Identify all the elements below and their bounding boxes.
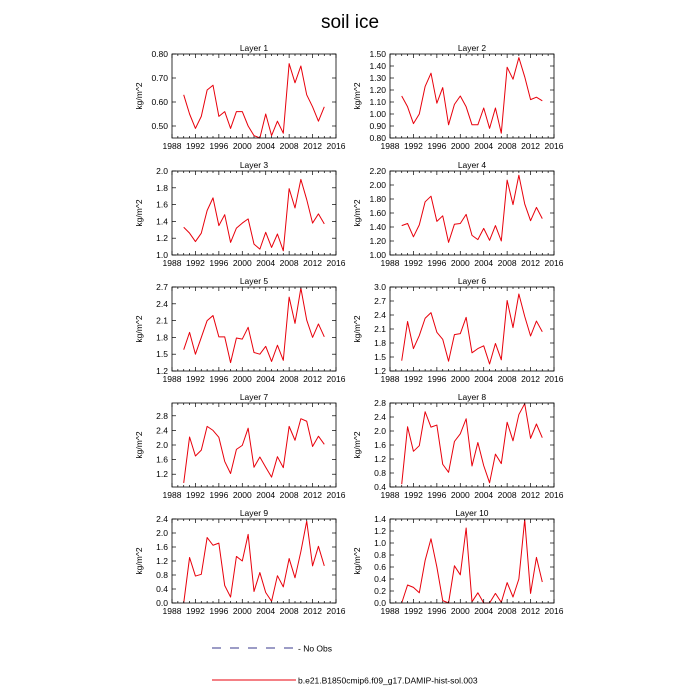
y-tick-label-1.8-layer-3: 1.8 — [156, 182, 168, 193]
panel-title-layer-8: Layer 8 — [457, 392, 487, 402]
y-tick-label-1.30-layer-2: 1.30 — [369, 73, 386, 83]
x-tick-label-2004-layer-4: 2004 — [474, 258, 494, 268]
x-tick-label-1988-layer-3: 1988 — [162, 258, 182, 268]
y-tick-label-0.4-layer-9: 0.4 — [156, 584, 168, 594]
x-tick-label-1996-layer-4: 1996 — [427, 258, 447, 268]
figure-title: soil ice — [320, 12, 380, 33]
y-tick-label-0.60-layer-1: 0.60 — [151, 97, 168, 107]
x-tick-label-2012-layer-8: 2012 — [521, 490, 541, 500]
y-axis-label-layer-7: kg/m^2 — [134, 431, 144, 459]
y-tick-label-1.40-layer-2: 1.40 — [369, 61, 386, 71]
y-tick-label-0.0-layer-9: 0.0 — [156, 598, 168, 608]
x-tick-label-2012-layer-3: 2012 — [303, 258, 323, 268]
x-tick-label-2016-layer-1: 2016 — [326, 141, 346, 151]
x-tick-label-2016-layer-10: 2016 — [544, 606, 564, 616]
legend-obs-text: No Obs — [303, 643, 333, 654]
y-tick-label-0.80-layer-1: 0.80 — [151, 49, 168, 59]
y-axis-label-layer-10: kg/m^2 — [352, 547, 362, 575]
x-tick-label-2000-layer-9: 2000 — [232, 606, 252, 616]
y-tick-label-0.8-layer-8: 0.8 — [374, 468, 386, 478]
y-tick-label-2.7-layer-5: 2.7 — [156, 282, 168, 292]
y-axis-label-layer-4: kg/m^2 — [352, 199, 362, 227]
legend-model-label: b.e21.B1850cmip6.f09_g17.DAMIP-hist-sol.003 — [298, 675, 478, 686]
x-tick-label-1992-layer-8: 1992 — [403, 490, 423, 500]
y-tick-label-1.10-layer-2: 1.10 — [369, 97, 386, 107]
y-tick-label-1.6-layer-3: 1.6 — [156, 199, 168, 210]
y-tick-label-2.7-layer-6: 2.7 — [374, 296, 386, 306]
y-tick-label-1.50-layer-2: 1.50 — [369, 49, 386, 59]
x-tick-label-2016-layer-5: 2016 — [326, 374, 346, 384]
x-tick-label-2000-layer-7: 2000 — [232, 490, 252, 500]
y-tick-label-1.80-layer-4: 1.80 — [369, 194, 386, 204]
x-tick-label-2000-layer-3: 2000 — [232, 258, 252, 268]
x-tick-label-2008-layer-1: 2008 — [279, 141, 299, 151]
y-tick-label-1.6-layer-9: 1.6 — [156, 542, 168, 552]
x-tick-label-2012-layer-10: 2012 — [521, 606, 541, 616]
y-tick-label-0.90-layer-2: 0.90 — [369, 121, 386, 131]
x-tick-label-2012-layer-9: 2012 — [303, 606, 323, 616]
y-tick-label-1.0-layer-10: 1.0 — [374, 538, 386, 548]
panel-title-layer-5: Layer 5 — [239, 276, 269, 286]
x-tick-label-1992-layer-10: 1992 — [403, 606, 423, 616]
x-tick-label-1992-layer-5: 1992 — [185, 374, 205, 384]
y-tick-label-1.4-layer-3: 1.4 — [156, 216, 168, 227]
y-tick-label-0.6-layer-10: 0.6 — [374, 562, 386, 572]
x-tick-label-1996-layer-5: 1996 — [209, 374, 229, 384]
x-tick-label-2000-layer-8: 2000 — [450, 490, 470, 500]
x-tick-label-2000-layer-1: 2000 — [232, 141, 252, 151]
x-tick-label-2012-layer-1: 2012 — [303, 141, 323, 151]
y-tick-label-0.2-layer-10: 0.2 — [374, 586, 386, 596]
y-tick-label-2.00-layer-4: 2.00 — [369, 180, 386, 190]
x-tick-label-1988-layer-6: 1988 — [380, 374, 400, 384]
x-tick-label-1996-layer-7: 1996 — [209, 490, 229, 500]
y-tick-label-1.2-layer-5: 1.2 — [156, 366, 168, 376]
y-tick-label-1.2-layer-8: 1.2 — [374, 454, 386, 464]
y-tick-label-1.2-layer-6: 1.2 — [374, 366, 386, 376]
y-tick-label-2.4-layer-7: 2.4 — [156, 425, 168, 436]
y-tick-label-2.0-layer-9: 2.0 — [156, 528, 168, 538]
y-tick-label-1.5-layer-6: 1.5 — [374, 352, 386, 362]
y-tick-label-2.4-layer-9: 2.4 — [156, 514, 168, 524]
y-tick-label-1.2-layer-3: 1.2 — [156, 233, 168, 244]
x-tick-label-2008-layer-10: 2008 — [497, 606, 517, 616]
panel-title-layer-7: Layer 7 — [239, 392, 269, 402]
x-tick-label-1992-layer-2: 1992 — [403, 141, 423, 151]
x-tick-label-2004-layer-3: 2004 — [256, 258, 276, 268]
x-tick-label-2000-layer-5: 2000 — [232, 374, 252, 384]
x-tick-label-2016-layer-8: 2016 — [544, 490, 564, 500]
x-tick-label-1988-layer-5: 1988 — [162, 374, 182, 384]
y-tick-label-2.8-layer-7: 2.8 — [156, 410, 168, 421]
y-tick-label-0.8-layer-9: 0.8 — [156, 570, 168, 580]
y-tick-label-1.4-layer-10: 1.4 — [374, 514, 386, 524]
x-tick-label-1996-layer-10: 1996 — [427, 606, 447, 616]
x-tick-label-2016-layer-6: 2016 — [544, 374, 564, 384]
x-tick-label-2016-layer-4: 2016 — [544, 258, 564, 268]
x-tick-label-1988-layer-9: 1988 — [162, 606, 182, 616]
x-tick-label-1996-layer-9: 1996 — [209, 606, 229, 616]
x-tick-label-1988-layer-2: 1988 — [380, 141, 400, 151]
panel-title-layer-4: Layer 4 — [457, 160, 487, 170]
y-tick-label-1.60-layer-4: 1.60 — [369, 208, 386, 218]
x-tick-label-2004-layer-8: 2004 — [474, 490, 494, 500]
x-tick-label-1996-layer-6: 1996 — [427, 374, 447, 384]
y-tick-label-1.8-layer-5: 1.8 — [156, 332, 168, 343]
x-tick-label-2016-layer-9: 2016 — [326, 606, 346, 616]
x-tick-label-1988-layer-4: 1988 — [380, 258, 400, 268]
y-tick-label-1.5-layer-5: 1.5 — [156, 349, 168, 360]
x-tick-label-2012-layer-7: 2012 — [303, 490, 323, 500]
x-tick-label-2008-layer-5: 2008 — [279, 374, 299, 384]
y-axis-label-layer-8: kg/m^2 — [352, 431, 362, 459]
x-tick-label-1996-layer-8: 1996 — [427, 490, 447, 500]
y-axis-label-layer-2: kg/m^2 — [352, 82, 362, 110]
x-tick-label-1992-layer-4: 1992 — [403, 258, 423, 268]
panel-title-layer-9: Layer 9 — [239, 508, 269, 518]
y-tick-label-0.4-layer-10: 0.4 — [374, 574, 386, 584]
y-tick-label-1.6-layer-8: 1.6 — [374, 440, 386, 450]
x-tick-label-2008-layer-8: 2008 — [497, 490, 517, 500]
y-axis-label-layer-1: kg/m^2 — [134, 82, 144, 110]
y-tick-label-3.0-layer-6: 3.0 — [374, 282, 386, 292]
x-tick-label-2000-layer-2: 2000 — [450, 141, 470, 151]
y-axis-label-layer-5: kg/m^2 — [134, 315, 144, 343]
panel-title-layer-3: Layer 3 — [239, 160, 269, 170]
y-tick-label-0.8-layer-10: 0.8 — [374, 550, 386, 560]
x-tick-label-2000-layer-10: 2000 — [450, 606, 470, 616]
panel-title-layer-1: Layer 1 — [239, 43, 269, 53]
x-tick-label-2012-layer-5: 2012 — [303, 374, 323, 384]
y-tick-label-2.1-layer-6: 2.1 — [374, 324, 386, 334]
y-tick-label-1.2-layer-10: 1.2 — [374, 526, 386, 536]
x-tick-label-1992-layer-3: 1992 — [185, 258, 205, 268]
x-tick-label-2016-layer-7: 2016 — [326, 490, 346, 500]
x-tick-label-1988-layer-1: 1988 — [162, 141, 182, 151]
x-tick-label-2012-layer-4: 2012 — [521, 258, 541, 268]
x-tick-label-2016-layer-3: 2016 — [326, 258, 346, 268]
y-tick-label-1.40-layer-4: 1.40 — [369, 222, 386, 232]
x-tick-label-2008-layer-9: 2008 — [279, 606, 299, 616]
x-tick-label-2004-layer-7: 2004 — [256, 490, 276, 500]
x-tick-label-2008-layer-3: 2008 — [279, 258, 299, 268]
x-tick-label-1996-layer-2: 1996 — [427, 141, 447, 151]
x-tick-label-1988-layer-8: 1988 — [380, 490, 400, 500]
y-tick-label-2.1-layer-5: 2.1 — [156, 315, 168, 326]
x-tick-label-2016-layer-2: 2016 — [544, 141, 564, 151]
y-tick-label-2.0-layer-8: 2.0 — [374, 426, 386, 436]
y-tick-label-0.0-layer-10: 0.0 — [374, 598, 386, 608]
x-tick-label-2008-layer-4: 2008 — [497, 258, 517, 268]
y-tick-label-2.4-layer-5: 2.4 — [156, 298, 168, 309]
legend-obs-label: - No Obs — [298, 643, 333, 654]
y-tick-label-1.20-layer-4: 1.20 — [369, 236, 386, 246]
y-tick-label-2.8-layer-8: 2.8 — [374, 398, 386, 408]
y-tick-label-1.2-layer-7: 1.2 — [156, 469, 168, 480]
y-tick-label-1.0-layer-3: 1.0 — [156, 250, 168, 260]
panel-title-layer-10: Layer 10 — [455, 508, 489, 518]
y-tick-label-1.00-layer-2: 1.00 — [369, 109, 386, 119]
y-axis-label-layer-3: kg/m^2 — [134, 199, 144, 227]
y-tick-label-2.4-layer-8: 2.4 — [374, 412, 386, 422]
x-tick-label-2012-layer-6: 2012 — [521, 374, 541, 384]
y-tick-label-1.20-layer-2: 1.20 — [369, 85, 386, 95]
y-tick-label-1.6-layer-7: 1.6 — [156, 454, 168, 465]
x-tick-label-2008-layer-2: 2008 — [497, 141, 517, 151]
y-tick-label-1.00-layer-4: 1.00 — [369, 250, 386, 260]
x-tick-label-1988-layer-10: 1988 — [380, 606, 400, 616]
x-tick-label-2004-layer-10: 2004 — [474, 606, 494, 616]
x-tick-label-2004-layer-5: 2004 — [256, 374, 276, 384]
y-tick-label-0.80-layer-2: 0.80 — [369, 133, 386, 143]
panel-title-layer-2: Layer 2 — [457, 43, 487, 53]
y-axis-label-layer-9: kg/m^2 — [134, 547, 144, 575]
x-tick-label-2004-layer-9: 2004 — [256, 606, 276, 616]
x-tick-label-2008-layer-7: 2008 — [279, 490, 299, 500]
x-tick-label-2008-layer-6: 2008 — [497, 374, 517, 384]
x-tick-label-1996-layer-1: 1996 — [209, 141, 229, 151]
x-tick-label-2012-layer-2: 2012 — [521, 141, 541, 151]
x-tick-label-1988-layer-7: 1988 — [162, 490, 182, 500]
y-tick-label-2.4-layer-6: 2.4 — [374, 310, 386, 320]
x-tick-label-2000-layer-6: 2000 — [450, 374, 470, 384]
x-tick-label-2004-layer-2: 2004 — [474, 141, 494, 151]
y-axis-label-layer-6: kg/m^2 — [352, 315, 362, 343]
y-tick-label-1.2-layer-9: 1.2 — [156, 556, 168, 566]
x-tick-label-1992-layer-1: 1992 — [185, 141, 205, 151]
x-tick-label-2004-layer-1: 2004 — [256, 141, 276, 151]
panel-title-layer-6: Layer 6 — [457, 276, 487, 286]
y-tick-label-2.0-layer-3: 2.0 — [156, 166, 168, 176]
x-tick-label-2000-layer-4: 2000 — [450, 258, 470, 268]
y-tick-label-0.70-layer-1: 0.70 — [151, 73, 168, 83]
y-tick-label-2.0-layer-7: 2.0 — [156, 440, 168, 450]
y-tick-label-0.50-layer-1: 0.50 — [151, 121, 168, 131]
x-tick-label-1992-layer-6: 1992 — [403, 374, 423, 384]
y-tick-label-2.20-layer-4: 2.20 — [369, 166, 386, 176]
x-tick-label-1992-layer-9: 1992 — [185, 606, 205, 616]
x-tick-label-2004-layer-6: 2004 — [474, 374, 494, 384]
y-tick-label-1.8-layer-6: 1.8 — [374, 338, 386, 348]
x-tick-label-1992-layer-7: 1992 — [185, 490, 205, 500]
x-tick-label-1996-layer-3: 1996 — [209, 258, 229, 268]
y-tick-label-0.4-layer-8: 0.4 — [374, 482, 386, 492]
